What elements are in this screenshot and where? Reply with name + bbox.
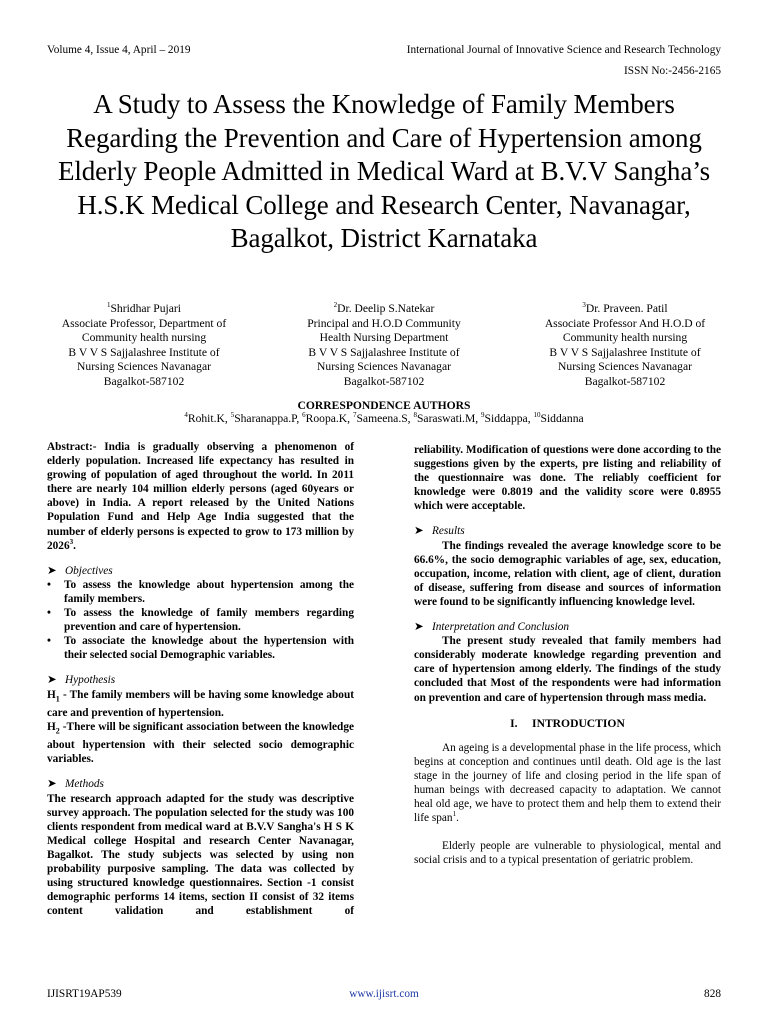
abstract [47,440,354,553]
author-affiliation-line: Nursing Sciences Navanagar [77,360,211,374]
methods-text: The research approach adapted for the study was descriptive survey approach. The population selected for the study was 100 clients respondent from medical ward at B.V.V Sangha's H S K Medical college Hospital and research Center Navanagar, Bagalkot. The study subjects was selected by using non probability purposive sampling. The data was collected by using structured knowledge questionnaires. Section -1 consist demographic performs 14 items, section II consist of 32 items content validation and establishment of [47,792,354,918]
author-affiliation-line: Nursing Sciences Navanagar [317,360,451,374]
journal-name: International Journal of Innovative Science and Research Technology [406,44,721,56]
methods-section [47,777,354,918]
author-number: 2 [333,301,338,310]
issn: ISSN No:-2456-2165 [624,65,721,77]
author-number: 8 [413,411,417,420]
author-number: 3 [582,301,586,310]
hypothesis-subscript: 1 [55,693,60,703]
correspondence-author: Saraswati.M, [416,412,482,425]
hypothesis-label: H [47,688,56,701]
arrow-bullet-icon: ➤ [414,525,424,538]
author-affiliation-line: Associate Professor, Department of [61,316,227,330]
citation: 3 [69,537,74,546]
abstract-end: . [73,539,76,552]
methods-heading [47,777,354,791]
list-item [47,606,354,634]
objectives-section [47,564,354,663]
paper-id: IJISRT19AP539 [47,988,122,1000]
section-heading-text: Objectives [65,564,113,577]
author-block [510,302,740,390]
correspondence-author: Siddappa, [484,412,534,425]
paper-title: A Study to Assess the Knowledge of Family Members Regarding the Prevention and Care of Hypertension among Elderly People Admitted in Medical Ward at B.V.V Sangha’s H.S.K Medical College and Research Center, Navanagar, Bagalkot, District Karnataka [57,89,711,253]
hypothesis-section [47,673,354,766]
author-affiliation-line: Community health nursing [562,331,688,345]
author-affiliation-line: Health Nursing Department [319,331,449,345]
author-affiliation-line: Community health nursing [81,331,207,345]
author-number: 6 [302,411,306,420]
introduction-paragraph: Elderly people are vulnerable to physiological, mental and social crisis and to a typical presentation of geriatric problem. [414,840,721,867]
hypothesis-text: -There will be significant association between the knowledge about hypertension with their selected socio demographic variables. [47,720,354,766]
section-heading-text: Methods [65,778,104,791]
author-name-text: Dr. Praveen. Patil [585,302,668,315]
list-item [47,634,354,662]
hypothesis-label: H [47,720,56,733]
right-column [414,443,721,867]
author-affiliation-line: Associate Professor And H.O.D of [544,316,706,330]
hypothesis-heading [47,673,354,687]
volume-info: Volume 4, Issue 4, April – 2019 [47,44,191,56]
author-number: 1 [106,301,111,310]
bullet-icon: • [47,635,51,648]
author-affiliation-line: B V V S Sajjalashree Institute of [549,345,701,359]
arrow-bullet-icon: ➤ [47,674,57,687]
journal-url-link[interactable]: www.ijisrt.com [349,988,419,1000]
hypothesis-subscript: 2 [55,726,60,736]
introduction-paragraph [414,741,721,826]
hypothesis-h1 [47,688,354,720]
interpretation-text: The present study revealed that family members had considerably moderate knowledge regarding prevention and care of hypertension among elderly. The findings of the study concluded that Most of the respondents were had information on prevention and care of hypertension through mass media. [414,635,721,704]
section-heading-text: Results [432,525,465,538]
correspondence-authors [0,412,768,425]
author-affiliation-line: Bagalkot-587102 [584,374,666,388]
author-affiliation-line: B V V S Sajjalashree Institute of [68,345,220,359]
correspondence-author: Siddanna [540,412,584,425]
arrow-bullet-icon: ➤ [47,778,57,791]
author-block [269,302,499,390]
correspondence-heading: CORRESPONDENCE AUTHORS [297,399,471,412]
author-name [269,302,499,317]
bullet-icon: • [47,607,51,620]
results-heading [414,524,721,538]
correspondence-author: Sharanappa.P, [234,412,303,425]
author-number: 10 [533,411,541,420]
author-number: 9 [481,411,485,420]
section-heading-text: Interpretation and Conclusion [432,621,570,634]
arrow-bullet-icon: ➤ [414,621,424,634]
author-name-text: Dr. Deelip S.Natekar [337,302,435,315]
objectives-list [47,578,354,663]
author-name [29,302,259,317]
results-text: The findings revealed the average knowledge score to be 66.6%, the socio demographic variables of age, sex, education, occupation, income, relation with client, age of client, duration of disease, suffering from disease and sources of information were found to be significantly influencing knowledge level. [414,539,721,608]
results-section [414,524,721,609]
list-item [47,578,354,606]
author-affiliation-line: Principal and H.O.D Community [307,316,461,330]
correspondence-author: Rohit.K, [187,412,231,425]
author-affiliation-line: B V V S Sajjalashree Institute of [308,345,460,359]
introduction-heading: I. INTRODUCTION [510,716,625,730]
author-name-text: Shridhar Pujari [110,302,182,315]
section-heading-text: Hypothesis [65,674,116,687]
author-affiliation-line: Bagalkot-587102 [343,374,425,388]
author-affiliation-line: Nursing Sciences Navanagar [558,360,692,374]
list-item-text: To assess the knowledge of family members regarding prevention and care of hypertension. [64,607,354,634]
methods-continued: reliability. Modification of questions were done according to the suggestions given by the experts, pre listing and reliability of the questionnaire was done. The reliably coefficient for knowledge were 0.8019 and the validity score were 0.8955 which were acceptable. [414,444,721,513]
correspondence-author: Sameena.S, [356,412,414,425]
paragraph-end: . [456,812,459,825]
author-name [510,302,740,317]
arrow-bullet-icon: ➤ [47,564,57,577]
hypothesis-h2 [47,720,354,767]
list-item-text: To assess the knowledge about hypertension among the family members. [64,578,354,605]
correspondence-author: Roopa.K, [305,412,353,425]
author-number: 5 [230,411,235,420]
paragraph-text: An ageing is a developmental phase in the life process, which begins at conception and continues until death. Old age is the last stage in the journey of life and closing period in the life span of human beings with decreased capacity to adaptation. We cannot heal old age, we have to protect them and help them to extend their life span [414,741,721,825]
interpretation-heading [414,620,721,634]
author-number: 4 [184,411,188,420]
objectives-heading [47,564,354,578]
author-block [29,302,259,390]
abstract-text: Abstract:- India is gradually observing a phenomenon of elderly population. Increased life expectancy has resulted in growing of population of aged throughout the world. In 2011 there are nearly 104 million elderly persons (aged 60years or above) in India. A report released by the United Nations Population Fund and Help Age India suggested that the number of elderly persons is expected to grow to 173 million by 2026 [47,441,354,552]
citation: 1 [452,810,457,819]
author-affiliation-line: Bagalkot-587102 [103,374,185,388]
interpretation-section [414,620,721,705]
list-item-text: To associate the knowledge about the hypertension with their selected social Demographic variables. [64,635,354,662]
author-number: 7 [352,411,357,420]
page-number: 828 [704,988,721,1000]
hypothesis-text: - The family members will be having some knowledge about care and prevention of hypertension. [47,688,354,719]
bullet-icon: • [47,578,51,591]
left-column [47,440,354,918]
